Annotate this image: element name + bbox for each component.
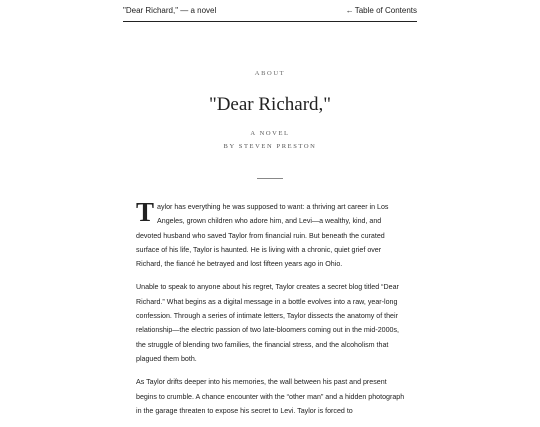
top-nav-bar: [123, 0, 417, 22]
book-author: BY STEVEN PRESTON: [223, 143, 317, 150]
site-title: "Dear Richard," — a novel: [123, 6, 217, 15]
about-text: [136, 197, 408, 427]
paragraph-1-text: aylor has everything he was supposed to want: a thriving art career in Los Angeles, grown children who adore him, and Levi—a wealthy, kind, and devoted husband who saved Taylor from financial ruin. But beneath the curated surface of his life, Taylor is haunted. He is living with a chronic, quiet grief over Richard, the fiancé he betrayed and lost fifteen years ago in Ohio.: [136, 203, 389, 269]
arrow-left-icon: ←: [345, 6, 354, 15]
drop-cap: T: [136, 197, 155, 227]
paragraph-3: As Taylor drifts deeper into his memories, the wall between his past and present begins to crumble. A chance encounter with the “other man” and a hidden photograph in the garage threaten to expose his secret to Levi. Taylor is forced to: [136, 378, 405, 415]
paragraph-1: [136, 197, 408, 271]
paragraph-2: Unable to speak to anyone about his regret, Taylor creates a secret blog titled “Dear Richard.” What begins as a digital message in a bottle evolves into a raw, year-long confession. Through a series of intimate letters, Taylor dissects the anatomy of their relationship—the electric passion of two late-bloomers coming out in the mid-2000s, the struggle of blending two families, the financial stress, and the alcoholism that plagued them both.: [136, 283, 399, 363]
section-label: ABOUT: [254, 70, 286, 77]
book-kind: A NOVEL: [250, 130, 290, 137]
toc-label: Table of Contents: [354, 6, 417, 15]
table-of-contents-link[interactable]: [346, 6, 417, 15]
section-divider: [257, 178, 283, 179]
book-title: "Dear Richard,": [208, 94, 332, 115]
